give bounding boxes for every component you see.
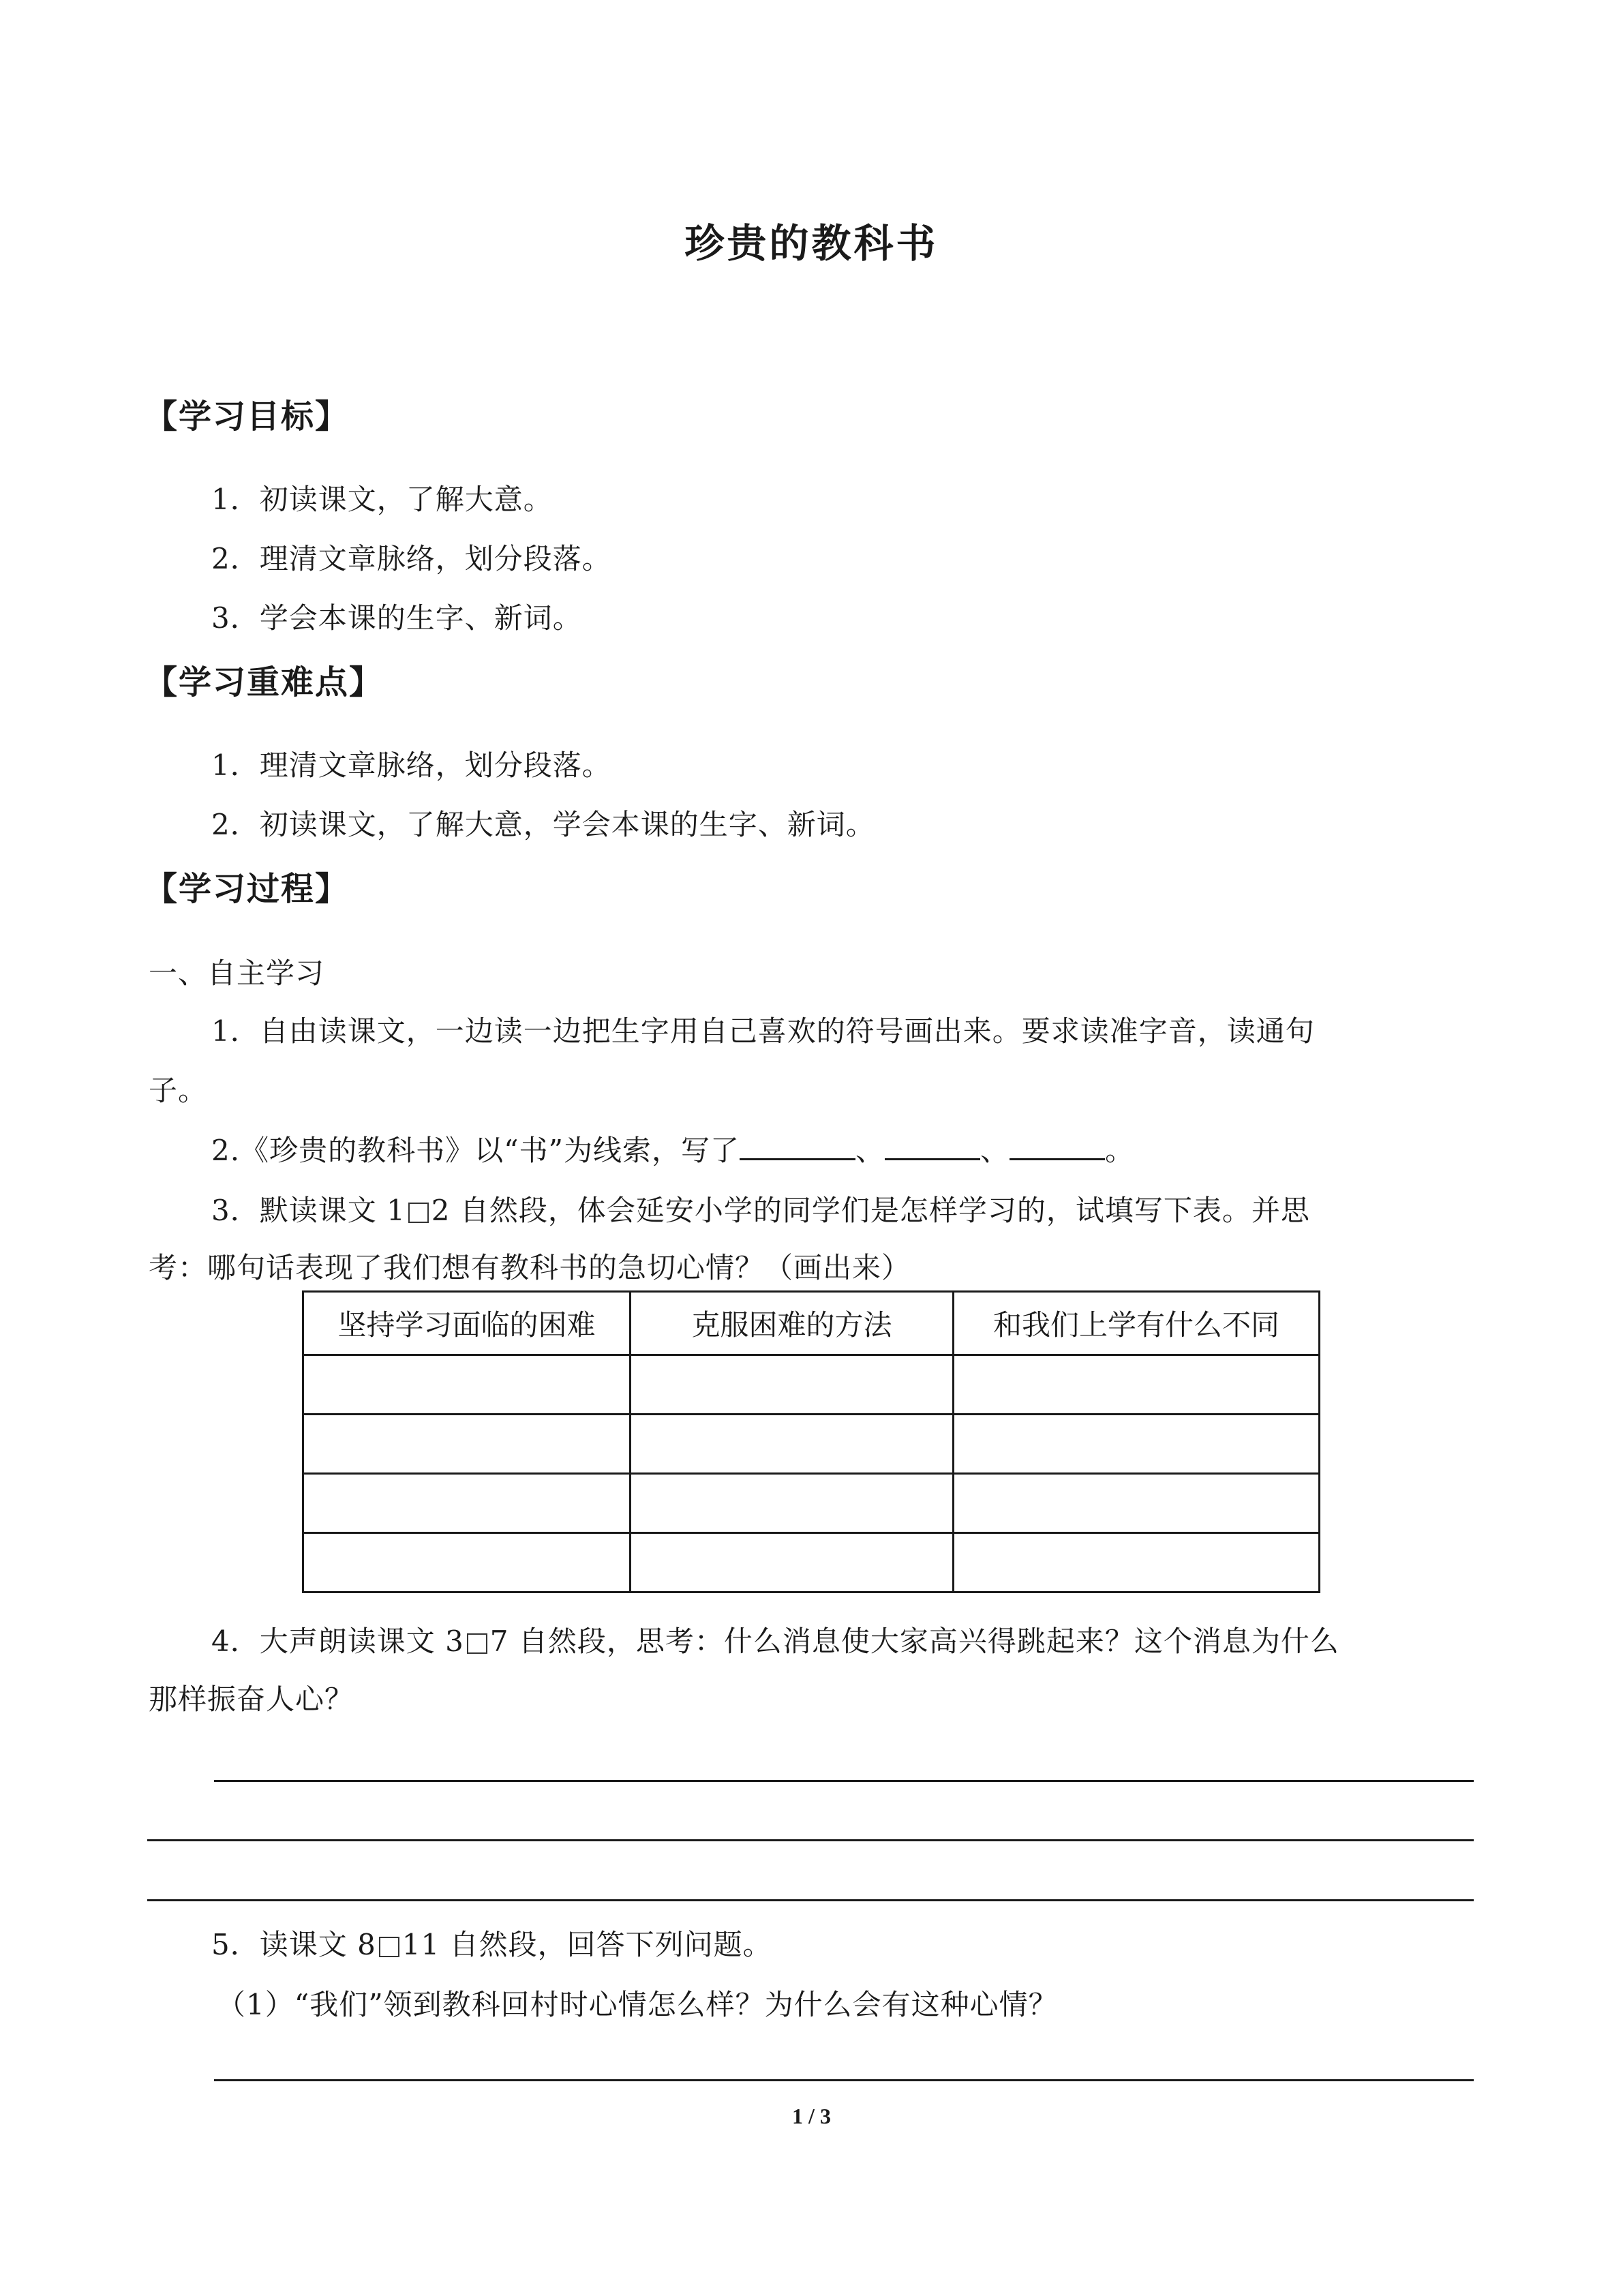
goal-item: 3．学会本课的生字、新词。 <box>211 601 582 635</box>
section-heading-process: 【学习过程】 <box>145 870 350 908</box>
question-2-separator: 、 <box>855 1134 885 1167</box>
question-2-separator: 、 <box>980 1134 1010 1167</box>
key-point-item: 2．初读课文，了解大意，学会本课的生字、新词。 <box>211 808 875 841</box>
missing-glyph-box <box>408 1203 429 1223</box>
question-2-end: 。 <box>1105 1134 1135 1167</box>
fill-blank-1[interactable] <box>740 1134 855 1160</box>
table-header-difficulties: 坚持学习面临的困难 <box>303 1292 631 1355</box>
answer-line[interactable] <box>214 2079 1474 2081</box>
question-5-text-b: 11 自然段，回答下列问题。 <box>401 1928 772 1961</box>
question-5-text-a: 5．读课文 8 <box>211 1928 376 1961</box>
question-3-text-a: 3．默读课文 1 <box>211 1194 406 1227</box>
page-title: 珍贵的教科书 <box>684 220 939 267</box>
question-5-sub-1: （1）“我们”领到教科回村时心情怎么样？为什么会有这种心情？ <box>217 1988 1058 2021</box>
fill-blank-2[interactable] <box>885 1134 980 1160</box>
table-cell[interactable] <box>954 1415 1320 1474</box>
table-cell[interactable] <box>954 1474 1320 1533</box>
answer-line[interactable] <box>214 1780 1474 1782</box>
table-cell[interactable] <box>631 1355 954 1415</box>
table-cell[interactable] <box>631 1415 954 1474</box>
table-cell[interactable] <box>631 1474 954 1533</box>
table-cell[interactable] <box>303 1533 631 1592</box>
question-4-text-a: 4．大声朗读课文 3 <box>211 1625 464 1658</box>
goal-item: 1．初读课文，了解大意。 <box>211 483 553 516</box>
missing-glyph-box <box>379 1937 399 1957</box>
table-row <box>303 1533 1320 1592</box>
question-1-line-2: 子。 <box>149 1074 208 1107</box>
answer-line[interactable] <box>147 1839 1474 1841</box>
table-cell[interactable] <box>303 1415 631 1474</box>
section-heading-key-points: 【学习重难点】 <box>145 663 384 701</box>
table-cell[interactable] <box>631 1533 954 1592</box>
question-3-line-1 <box>211 1188 1310 1229</box>
table-row <box>303 1474 1320 1533</box>
page-number: 1 / 3 <box>792 2104 831 2128</box>
study-table <box>302 1290 1320 1593</box>
question-3-text-b: 2 自然段，体会延安小学的同学们是怎样学习的，试填写下表。并思 <box>431 1194 1310 1227</box>
question-1-line-1: 1．自由读课文，一边读一边把生字用自己喜欢的符号画出来。要求读准字音，读通句 <box>211 1014 1315 1048</box>
question-4-text-b: 7 自然段，思考：什么消息使大家高兴得跳起来？这个消息为什么 <box>489 1625 1339 1658</box>
fill-blank-3[interactable] <box>1010 1134 1105 1160</box>
question-2 <box>211 1128 1134 1169</box>
missing-glyph-box <box>467 1633 487 1654</box>
table-cell[interactable] <box>954 1533 1320 1592</box>
table-cell[interactable] <box>303 1355 631 1415</box>
table-header-row <box>303 1292 1320 1355</box>
answer-line[interactable] <box>147 1899 1474 1901</box>
table-header-differences: 和我们上学有什么不同 <box>954 1292 1320 1355</box>
goal-item: 2．理清文章脉络，划分段落。 <box>211 542 611 575</box>
part-label: 一、自主学习 <box>149 956 325 990</box>
key-point-item: 1．理清文章脉络，划分段落。 <box>211 749 611 782</box>
table-cell[interactable] <box>303 1474 631 1533</box>
question-4-line-2: 那样振奋人心？ <box>149 1682 354 1716</box>
question-4-line-1 <box>211 1619 1339 1660</box>
section-heading-goals: 【学习目标】 <box>145 397 350 436</box>
table-row <box>303 1355 1320 1415</box>
question-5 <box>211 1922 772 1963</box>
table-cell[interactable] <box>954 1355 1320 1415</box>
table-header-methods: 克服困难的方法 <box>631 1292 954 1355</box>
table-row <box>303 1415 1320 1474</box>
question-3-line-2: 考：哪句话表现了我们想有教科书的急切心情？（画出来） <box>149 1251 911 1284</box>
question-2-prefix: 2.《珍贵的教科书》以“书”为线索，写了 <box>211 1134 740 1167</box>
